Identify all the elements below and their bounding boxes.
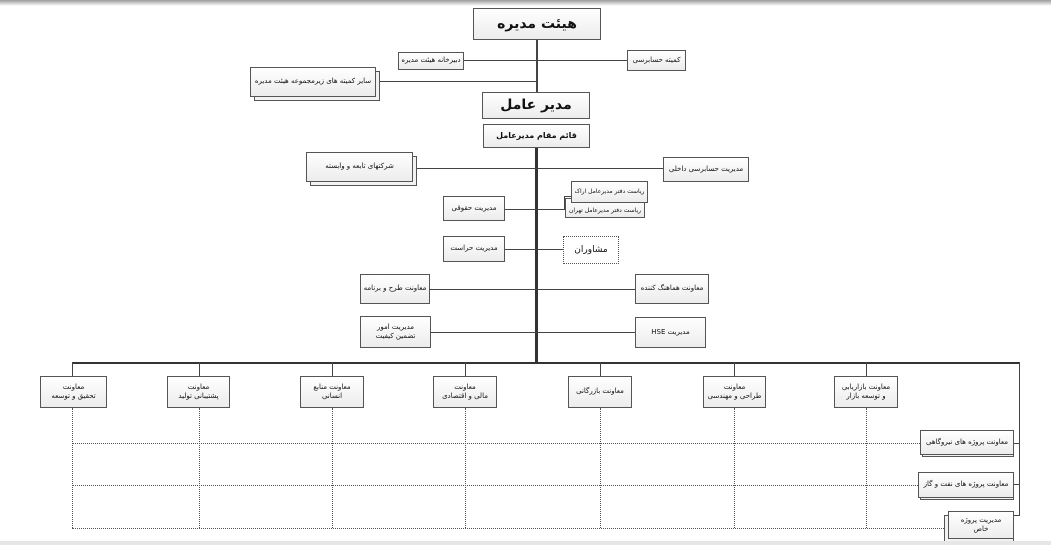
matrix-line [734, 408, 735, 528]
connector [1014, 484, 1020, 485]
coordination-label: معاونت هماهنگ کننده [640, 284, 704, 293]
deputy-ceo-label: قائم مقام مدیرعامل [496, 130, 577, 140]
connector [72, 362, 73, 376]
hse-label: مدیریت HSE [651, 327, 690, 336]
deputy-label: تحقیق و توسعه [51, 392, 96, 400]
connector [505, 209, 565, 210]
deputy-commerce-box[interactable] [568, 376, 632, 408]
coordination-box[interactable] [635, 274, 709, 304]
matrix-line [72, 485, 920, 486]
matrix-line [465, 408, 466, 528]
deputy-production-support-box[interactable] [167, 376, 230, 408]
audit-committee-label: کمیته حسابرسی [632, 55, 681, 64]
deputy-label: معاونت بازاریابی [841, 382, 891, 391]
window-top-edge [0, 0, 1051, 6]
subsidiaries-label: شرکتهای تابعه و وابسته [325, 162, 394, 171]
project-label: مدیریت پروژه [960, 515, 1002, 524]
window-bottom-edge [0, 541, 1051, 545]
connector [464, 60, 628, 61]
security-label: مدیریت حراست [450, 244, 498, 253]
tehran-office-label: ریاست دفتر مدیرعامل تهران [568, 206, 642, 214]
connector [1019, 362, 1020, 516]
connector [428, 289, 635, 290]
deputy-hr-box[interactable] [300, 376, 364, 408]
board-secretariat-label: دبیرخانه هیئت مدیره [401, 56, 461, 65]
matrix-line [332, 408, 333, 528]
other-committees-label: سایر کمیته های زیرمجموعه هیئت مدیره [254, 77, 372, 86]
deputy-label: مالی و اقتصادی [442, 392, 488, 400]
connector [1014, 515, 1020, 516]
advisors-label: مشاوران [574, 244, 608, 255]
connector [416, 168, 663, 169]
connector [380, 81, 537, 82]
quality-label-2: تضمین کیفیت [375, 332, 416, 340]
security-box[interactable] [443, 236, 505, 262]
arak-office-box[interactable] [571, 181, 648, 203]
connector [600, 362, 601, 376]
board-box[interactable] [473, 8, 601, 40]
deputy-label: و توسعه بازار [846, 392, 886, 400]
hse-box[interactable] [635, 317, 706, 348]
project-powerplant-box[interactable] [920, 430, 1014, 455]
connector [465, 362, 466, 376]
project-oilgas-box[interactable] [918, 472, 1014, 498]
audit-committee-box[interactable] [627, 50, 686, 71]
connector [866, 362, 867, 376]
project-label: خاص [973, 525, 989, 533]
matrix-line [72, 443, 922, 444]
deputy-label: معاونت [454, 382, 476, 391]
advisors-box[interactable] [563, 236, 619, 264]
deputy-finance-box[interactable] [433, 376, 497, 408]
matrix-line [199, 408, 200, 528]
main-trunk [535, 148, 538, 362]
board-label: هیئت مدیره [497, 15, 577, 32]
legal-box[interactable] [443, 196, 505, 221]
ceo-label: مدیر عامل [500, 97, 572, 114]
deputy-marketing-box[interactable] [834, 376, 898, 408]
quality-label-1: مدیریت امور [377, 322, 414, 331]
matrix-line [866, 408, 867, 528]
deputy-rnd-box[interactable] [40, 376, 107, 408]
deputy-label: معاونت [723, 382, 746, 391]
connector [734, 362, 735, 376]
deputy-label: معاونت منابع انسانی [313, 382, 351, 400]
deputy-label: معاونت [62, 382, 85, 391]
deputy-label: معاونت بازرگانی [576, 387, 624, 396]
deputy-engineering-box[interactable] [703, 376, 766, 408]
connector [199, 362, 200, 376]
planning-label: معاونت طرح و برنامه [363, 284, 427, 293]
connector [430, 332, 635, 333]
ceo-box[interactable] [482, 92, 590, 119]
other-committees-box[interactable] [250, 67, 376, 97]
connector [505, 249, 565, 250]
matrix-line [72, 408, 73, 528]
quality-box[interactable] [360, 316, 431, 348]
connector [332, 362, 333, 376]
legal-label: مدیریت حقوقی [451, 203, 497, 212]
connector [1014, 443, 1020, 444]
planning-box[interactable] [360, 274, 430, 304]
deputy-label: طراحی و مهندسی [707, 392, 762, 400]
internal-audit-label: مدیریت حسابرسی داخلی [668, 164, 744, 173]
deputy-label: پشتیبانی تولید [178, 392, 219, 400]
project-special-box[interactable] [948, 511, 1014, 539]
matrix-line [600, 408, 601, 528]
subsidiaries-box[interactable] [306, 152, 413, 182]
project-label: معاونت پروژه های نفت و گاز [923, 480, 1009, 489]
matrix-line [72, 528, 944, 529]
project-label: معاونت پروژه های نیروگاهی [926, 437, 1008, 446]
arak-office-label: ریاست دفتر مدیرعامل اراک [574, 187, 645, 195]
board-secretariat-box[interactable] [398, 52, 464, 70]
deputies-bus [72, 362, 1020, 364]
deputy-ceo-box[interactable] [483, 124, 590, 148]
deputy-label: معاونت [187, 382, 210, 391]
connector [536, 40, 538, 92]
internal-audit-box[interactable] [663, 157, 749, 182]
